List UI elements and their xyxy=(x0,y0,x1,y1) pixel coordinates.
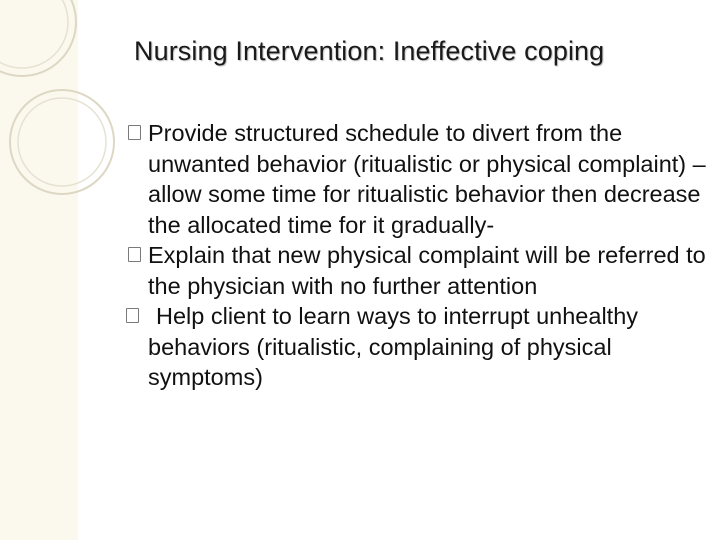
slide-title: Nursing Intervention: Ineffective coping xyxy=(134,36,605,66)
bullet-box-icon xyxy=(126,308,139,323)
decorative-circle-lower-inner xyxy=(18,98,106,186)
bullet-box-icon xyxy=(128,247,141,262)
decorative-circle-lower xyxy=(10,90,114,194)
bullet-item xyxy=(124,240,714,301)
bullet-list xyxy=(124,118,714,393)
bullet-text: Help client to learn ways to interrupt unhealthy behaviors (ritualistic, complaining of physical symptoms) xyxy=(148,303,639,390)
decorative-circles xyxy=(0,0,130,210)
bullet-text: Explain that new physical complaint will be referred to the physician with no further attention xyxy=(148,242,706,299)
bullet-item xyxy=(124,301,714,393)
bullet-item xyxy=(124,118,714,240)
bullet-text: Provide structured schedule to divert from the unwanted behavior (ritualistic or physical complaint) – allow some time for ritualistic behavior then decrease the allocated time for it gradually- xyxy=(148,120,706,238)
decorative-circle-inner xyxy=(0,0,68,68)
bullet-box-icon xyxy=(128,125,141,140)
